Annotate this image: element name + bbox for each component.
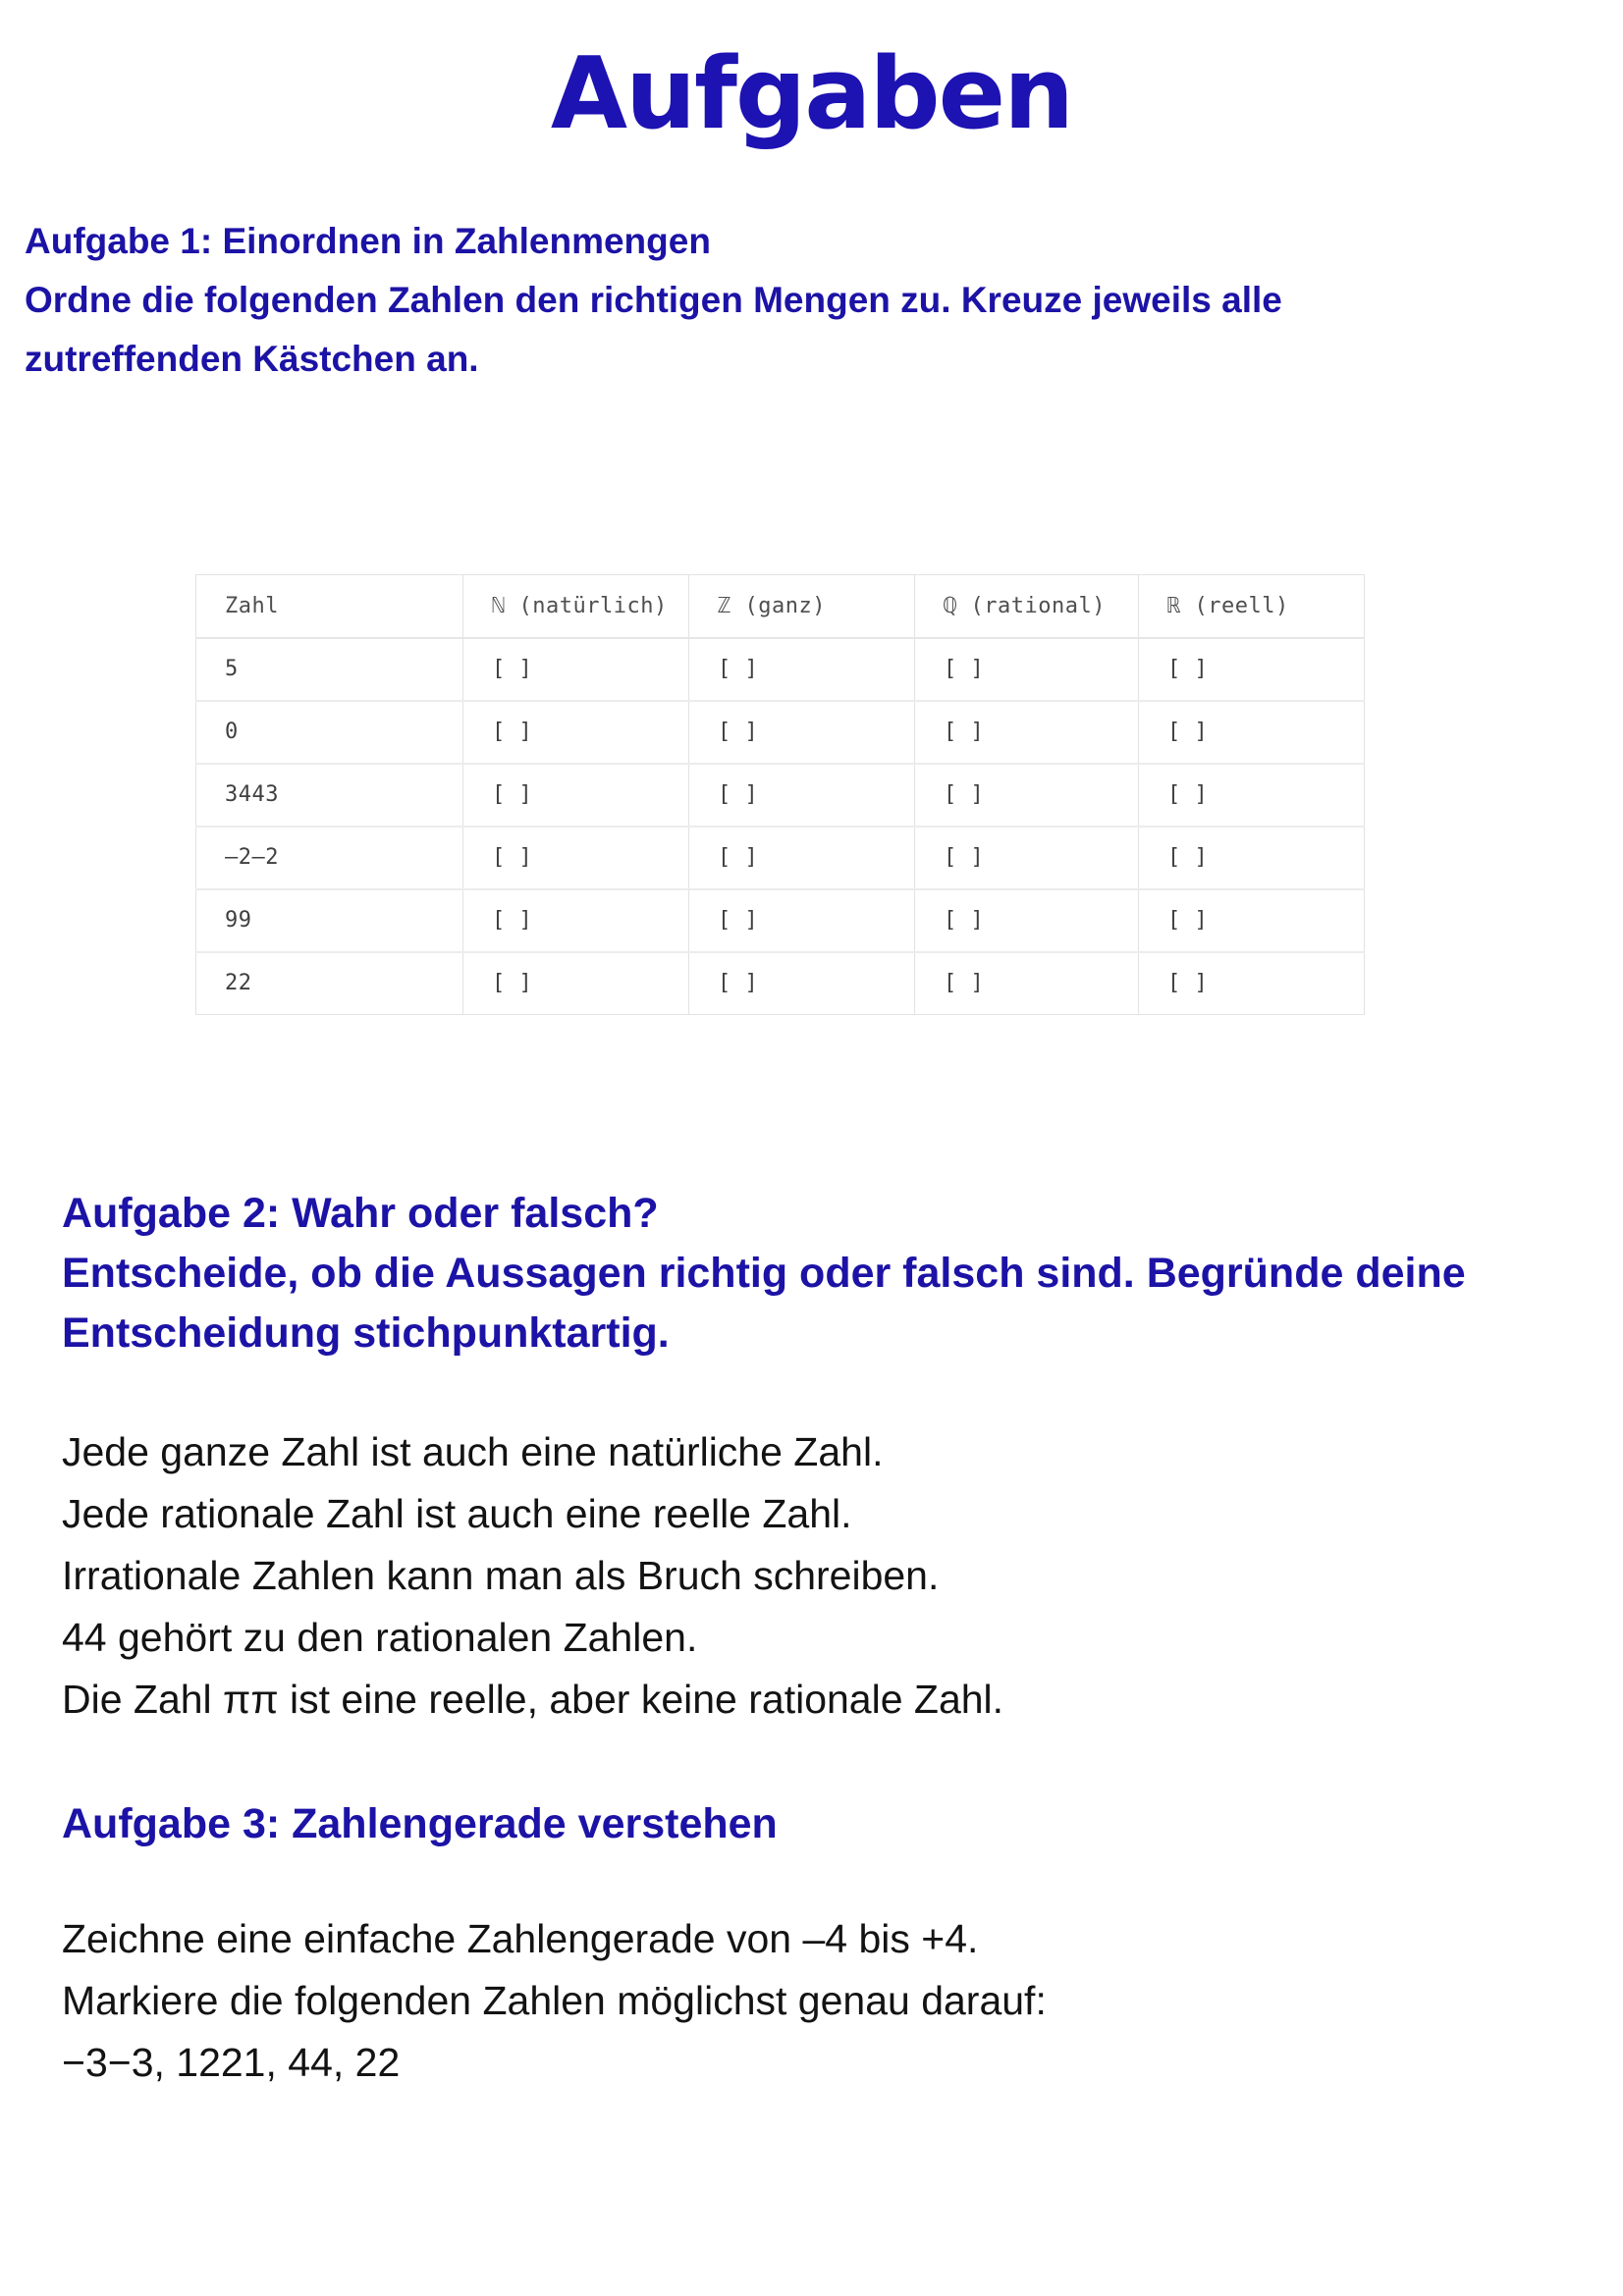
checkbox-cell[interactable]: [ ] (915, 827, 1139, 889)
statement-line: Jede rationale Zahl ist auch eine reelle Zahl. (62, 1491, 852, 1536)
checkbox-cell[interactable]: [ ] (463, 638, 689, 701)
checkbox-cell[interactable]: [ ] (915, 701, 1139, 764)
checkbox-cell[interactable]: [ ] (689, 952, 915, 1015)
checkbox-cell[interactable]: [ ] (1139, 889, 1365, 952)
checkbox-cell[interactable]: [ ] (915, 638, 1139, 701)
table-header-ganz: ℤ (ganz) (689, 575, 915, 638)
section2-heading (62, 1184, 1466, 1363)
row-label: 99 (196, 889, 463, 952)
section3-line: Zeichne eine einfache Zahlengerade von –4 bis +4. (62, 1916, 979, 1961)
section3-heading: Aufgabe 3: Zahlengerade verstehen (62, 1800, 778, 1847)
page-title: Aufgaben (550, 35, 1073, 151)
section3-line: Markiere die folgenden Zahlen möglichst genau darauf: (62, 1978, 1047, 2023)
checkbox-cell[interactable]: [ ] (689, 764, 915, 827)
table-header-zahl: Zahl (196, 575, 463, 638)
section1-heading: Aufgabe 1: Einordnen in Zahlenmengen (25, 221, 711, 261)
checkbox-cell[interactable]: [ ] (463, 827, 689, 889)
zahlenmengen-table (195, 574, 1365, 1015)
table-header-row (196, 575, 1365, 638)
table-header-reell: ℝ (reell) (1139, 575, 1365, 638)
checkbox-cell[interactable]: [ ] (463, 952, 689, 1015)
checkbox-cell[interactable]: [ ] (1139, 827, 1365, 889)
checkbox-cell[interactable]: [ ] (689, 701, 915, 764)
row-label: 5 (196, 638, 463, 701)
table-row (196, 701, 1365, 764)
row-label: 3443 (196, 764, 463, 827)
statement-line: Die Zahl ππ ist eine reelle, aber keine rationale Zahl. (62, 1677, 1004, 1722)
table-row (196, 889, 1365, 952)
section2-heading-line: Entscheide, ob die Aussagen richtig oder falsch sind. Begründe deine (62, 1250, 1466, 1297)
section3-line: −3−3, 1221, 44, 22 (62, 2040, 401, 2085)
row-label: 22 (196, 952, 463, 1015)
section1-description-line: zutreffenden Kästchen an. (25, 339, 479, 379)
table-row (196, 952, 1365, 1015)
checkbox-cell[interactable]: [ ] (915, 764, 1139, 827)
statement-line: Jede ganze Zahl ist auch eine natürliche Zahl. (62, 1429, 884, 1474)
table-header-natuerlich: ℕ (natürlich) (463, 575, 689, 638)
section1 (25, 212, 1282, 389)
checkbox-cell[interactable]: [ ] (1139, 701, 1365, 764)
table-header-rational: ℚ (rational) (915, 575, 1139, 638)
section2-heading-line: Entscheidung stichpunktartig. (62, 1309, 670, 1357)
section2-statements (62, 1421, 1003, 1731)
section2-heading-line: Aufgabe 2: Wahr oder falsch? (62, 1190, 659, 1237)
table-row (196, 764, 1365, 827)
checkbox-cell[interactable]: [ ] (463, 764, 689, 827)
checkbox-cell[interactable]: [ ] (689, 827, 915, 889)
checkbox-cell[interactable]: [ ] (463, 889, 689, 952)
checkbox-cell[interactable]: [ ] (915, 952, 1139, 1015)
checkbox-cell[interactable]: [ ] (1139, 638, 1365, 701)
checkbox-cell[interactable]: [ ] (689, 638, 915, 701)
table-row (196, 638, 1365, 701)
checkbox-cell[interactable]: [ ] (689, 889, 915, 952)
row-label: –2–2 (196, 827, 463, 889)
checkbox-cell[interactable]: [ ] (1139, 764, 1365, 827)
checkbox-cell[interactable]: [ ] (915, 889, 1139, 952)
statement-line: 44 gehört zu den rationalen Zahlen. (62, 1615, 698, 1660)
statement-line: Irrationale Zahlen kann man als Bruch schreiben. (62, 1553, 940, 1598)
checkbox-cell[interactable]: [ ] (1139, 952, 1365, 1015)
table-row (196, 827, 1365, 889)
section1-description-line: Ordne die folgenden Zahlen den richtigen Mengen zu. Kreuze jeweils alle (25, 280, 1282, 320)
section3-text (62, 1908, 1047, 2094)
checkbox-cell[interactable]: [ ] (463, 701, 689, 764)
row-label: 0 (196, 701, 463, 764)
